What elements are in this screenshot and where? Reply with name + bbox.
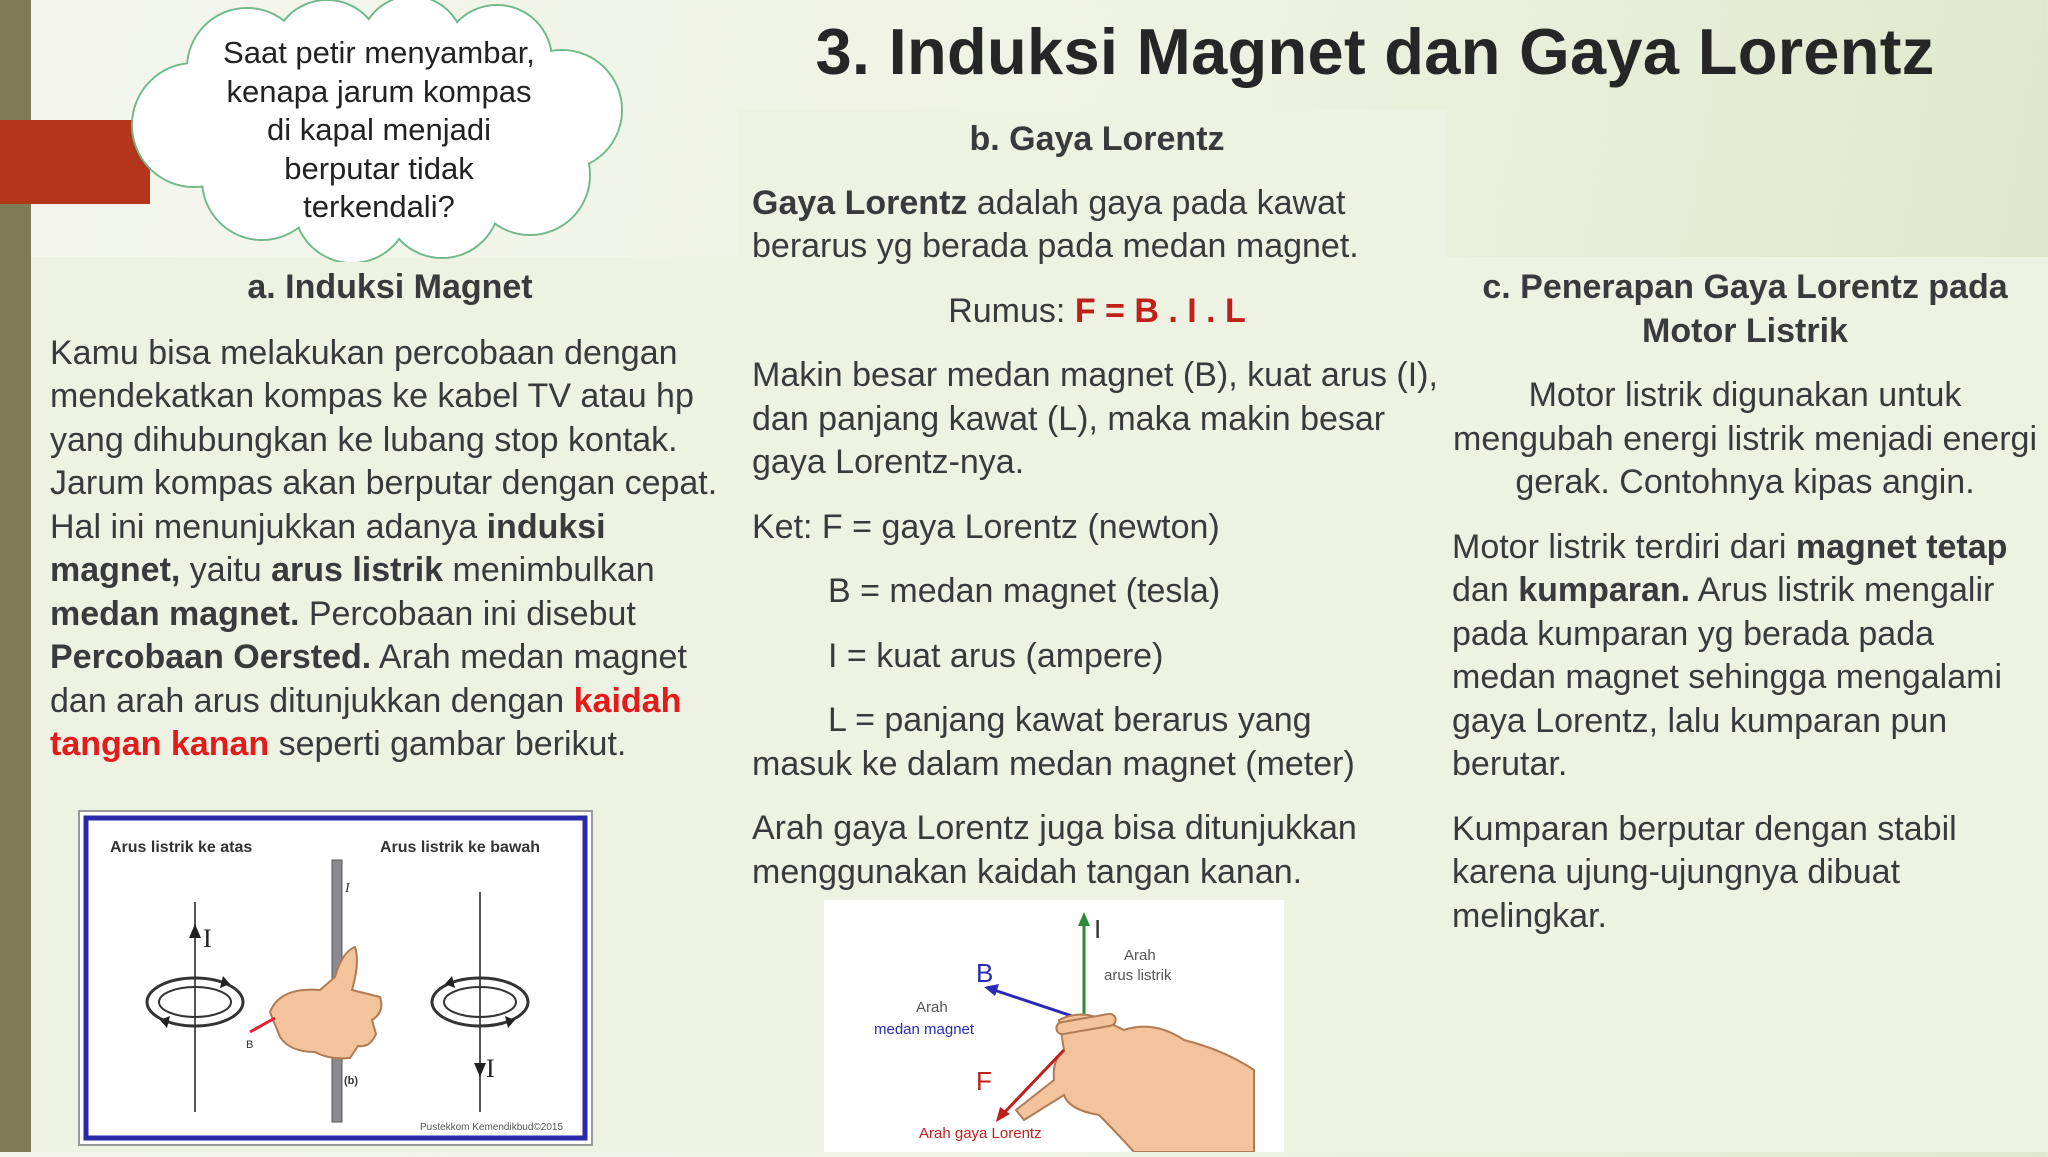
label-b-part: (b) <box>344 1075 359 1087</box>
ket-b: B = medan magnet (tesla) <box>828 572 1221 610</box>
paragraph-induksi: Kamu bisa melakukan percobaan dengan mendekatkan kompas ke kabel TV atau hp yang dihubungkan ke lubang stop kontak. Jarum kompas akan berputar dengan cepat. Hal ini menunjukkan adanya induksi magnet, yaitu arus listrik menimbulkan medan magnet. Percobaan ini disebut Percobaan Oersted. Arah medan magnet dan arah arus ditunjukkan dengan kaidah tangan kanan seperti gambar berikut. <box>50 333 718 763</box>
column-induksi-magnet <box>50 266 730 767</box>
column-gaya-lorentz <box>752 118 1442 894</box>
column-motor-listrik <box>1452 266 2038 938</box>
symbol-i: I <box>1094 914 1102 944</box>
paragraph-motor-komponen: Motor listrik terdiri dari magnet tetap dan kumparan. Arus listrik mengalir pada kumparan yg berada pada medan magnet sehingga mengalami gaya Lorentz, lalu kumparan pun berutar. <box>1452 527 2008 783</box>
lorentz-hand-diagram <box>824 900 1284 1152</box>
symbol-b: B <box>976 958 994 988</box>
label-arus-listrik: arus listrik <box>1104 967 1172 984</box>
symbol-i-rod: I <box>345 881 350 896</box>
arrow-i-head-icon <box>1078 912 1090 926</box>
heading-motor-listrik: c. Penerapan Gaya Lorentz pada Motor Listrik <box>1482 268 2008 350</box>
paragraph-arah: Arah gaya Lorentz juga bisa ditunjukkan menggunakan kaidah tangan kanan. <box>752 809 1357 891</box>
heading-induksi-magnet: a. Induksi Magnet <box>247 268 533 306</box>
ket-l-a: L = panjang kawat berarus yang <box>828 701 1312 739</box>
ket-f: Ket: F = gaya Lorentz (newton) <box>752 507 1220 546</box>
arrow-up-icon <box>189 924 201 938</box>
paragraph-makin-besar: Makin besar medan magnet (B), kuat arus (I), dan panjang kawat (L), maka makin besar gaya Lorentz-nya. <box>752 356 1438 481</box>
cloud-line: di kapal menjadi <box>266 112 492 147</box>
label-arah-1: Arah <box>1124 947 1156 964</box>
paragraph-motor-stabil: Kumparan berputar dengan stabil karena ujung-ujungnya dibuat melingkar. <box>1452 809 1957 935</box>
label-medan-magnet: medan magnet <box>874 1021 975 1038</box>
arrow-b-icon <box>250 1018 275 1032</box>
label-arus-bawah: Arus listrik ke bawah <box>380 839 541 856</box>
arrow-down-icon <box>474 1063 486 1077</box>
oersted-figure <box>78 810 593 1146</box>
slide-title: 3. Induksi Magnet dan Gaya Lorentz <box>815 15 1935 88</box>
cloud-question <box>200 34 558 227</box>
rumus-formula: F = B . I . L <box>1074 291 1246 330</box>
label-arus-atas: Arus listrik ke atas <box>110 839 253 856</box>
figure-credit: Pustekkom Kemendikbud©2015 <box>420 1122 564 1133</box>
symbol-i-right: I <box>486 1054 495 1083</box>
ket-i: I = kuat arus (ampere) <box>828 636 1164 675</box>
label-arah-2: Arah <box>916 999 948 1016</box>
right-hand-icon <box>270 947 381 1058</box>
paragraph-definisi: Gaya Lorentz adalah gaya pada kawat berarus yg berada pada medan magnet. <box>752 183 1359 265</box>
ket-l-b: masuk ke dalam medan magnet (meter) <box>752 744 1355 783</box>
paragraph-motor-fungsi: Motor listrik digunakan untuk mengubah energi listrik menjadi energi gerak. Contohnya kipas angin. <box>1453 376 2037 501</box>
symbol-b: B <box>246 1039 254 1051</box>
cloud-line: kenapa jarum kompas <box>226 73 532 109</box>
symbol-i-left: I <box>203 924 212 953</box>
rumus-line: Rumus: F = B . I . L <box>948 291 1246 330</box>
symbol-f: F <box>976 1066 992 1096</box>
cloud-line: Saat petir menyambar, <box>223 35 535 70</box>
lorentz-hand-figure <box>824 900 1284 1152</box>
cloud-line: terkendali? <box>303 189 455 224</box>
heading-gaya-lorentz: b. Gaya Lorentz <box>969 120 1225 158</box>
right-hand-icon <box>1016 1014 1254 1152</box>
cloud-line: berputar tidak <box>284 150 474 186</box>
label-arah-gaya: Arah gaya Lorentz <box>919 1125 1042 1142</box>
oersted-diagram <box>80 812 591 1144</box>
